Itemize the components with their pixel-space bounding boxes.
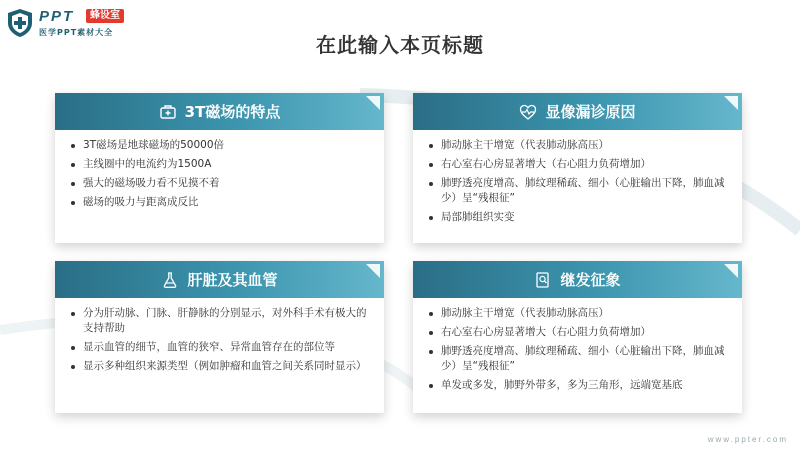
card-body	[55, 298, 384, 388]
card-secondary-signs	[413, 261, 742, 413]
heart-pulse-icon	[519, 103, 537, 121]
card-missed-diagnosis	[413, 93, 742, 243]
list-item: 局部肺组织实变	[429, 210, 728, 225]
list-item: 显示血管的细节，血管的狭窄、异常血管存在的部位等	[71, 340, 370, 355]
search-document-icon	[534, 271, 552, 289]
bullet-list	[71, 138, 370, 210]
card-title: 继发征象	[560, 271, 621, 289]
footer-url: www.ppter.com	[707, 435, 788, 444]
card-title: 3T磁场的特点	[184, 103, 281, 121]
logo-subtitle: 医学PPT素材大全	[39, 28, 114, 37]
card-body	[413, 298, 742, 407]
card-header	[55, 261, 384, 298]
list-item: 肺野透亮度增高、肺纹理稀疏、细小（心脏输出下降，肺血减少）呈“残根征”	[429, 176, 728, 206]
logo-brand-text: PPT	[39, 8, 75, 25]
medical-box-icon	[159, 103, 177, 121]
corner-decoration	[366, 264, 380, 278]
list-item: 右心室右心房显著增大（右心阻力负荷增加）	[429, 325, 728, 340]
card-3t-magnetic	[55, 93, 384, 243]
logo-badge: 蜂设室	[86, 9, 124, 23]
card-header	[55, 93, 384, 130]
list-item: 显示多种组织来源类型（例如肿瘤和血管之间关系同时显示）	[71, 359, 370, 374]
list-item: 强大的磁场吸力看不见摸不着	[71, 176, 370, 191]
corner-decoration	[724, 264, 738, 278]
corner-decoration	[724, 96, 738, 110]
corner-decoration	[366, 96, 380, 110]
bullet-list	[429, 138, 728, 225]
card-header	[413, 93, 742, 130]
list-item: 右心室右心房显著增大（右心阻力负荷增加）	[429, 157, 728, 172]
bullet-list	[71, 306, 370, 374]
card-title: 显像漏诊原因	[545, 103, 636, 121]
list-item: 磁场的吸力与距离成反比	[71, 195, 370, 210]
list-item: 肺动脉主干增宽（代表肺动脉高压）	[429, 138, 728, 153]
card-header	[413, 261, 742, 298]
list-item: 3T磁场是地球磁场的50000倍	[71, 138, 370, 153]
list-item: 分为肝动脉、门脉、肝静脉的分别显示，对外科手术有极大的支持帮助	[71, 306, 370, 336]
list-item: 单发或多发，肺野外带多，多为三角形，远端宽基底	[429, 378, 728, 393]
flask-icon	[161, 271, 179, 289]
page-title: 在此输入本页标题	[316, 33, 484, 57]
card-liver-vessels	[55, 261, 384, 413]
card-body	[413, 130, 742, 239]
card-title: 肝脏及其血管	[187, 271, 278, 289]
card-body	[55, 130, 384, 224]
list-item: 主线圈中的电流约为1500A	[71, 157, 370, 172]
bullet-list	[429, 306, 728, 393]
list-item: 肺野透亮度增高、肺纹理稀疏、细小（心脏输出下降，肺血减少）呈“残根征”	[429, 344, 728, 374]
list-item: 肺动脉主干增宽（代表肺动脉高压）	[429, 306, 728, 321]
